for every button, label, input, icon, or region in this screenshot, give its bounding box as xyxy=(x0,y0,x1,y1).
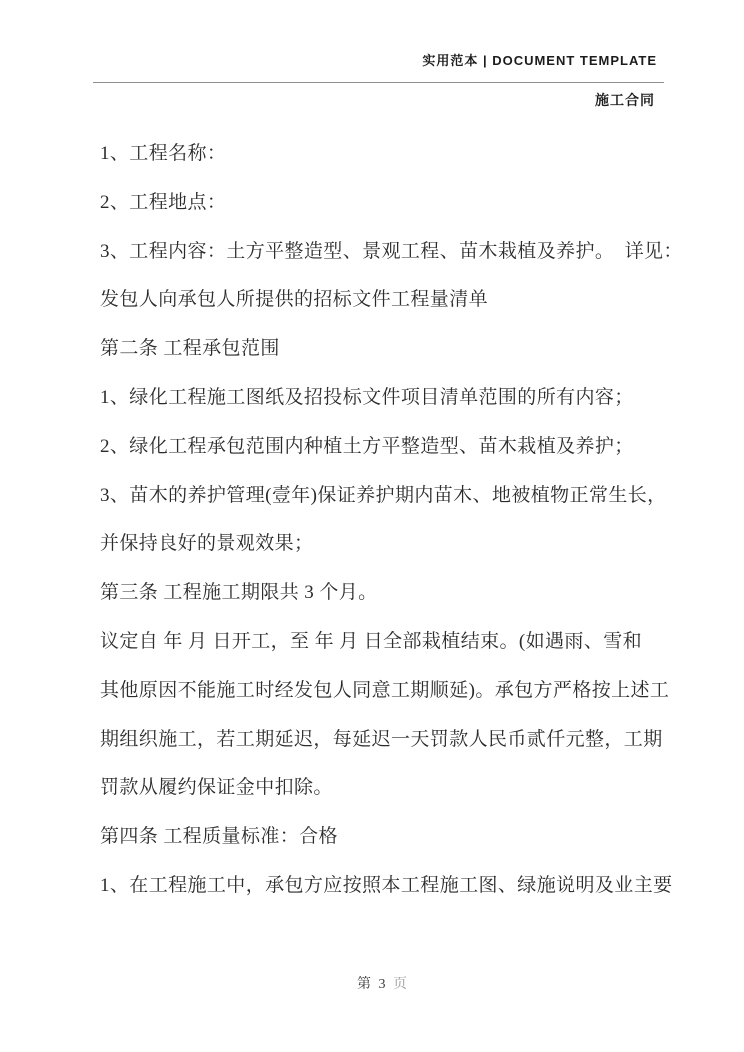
body-line: 罚款从履约保证金中扣除。 xyxy=(100,777,333,799)
page-number-suffix: 页 xyxy=(387,977,409,992)
body-line: 期组织施工，若工期延迟，每延迟一天罚款人民币贰仟元整，工期 xyxy=(100,728,663,750)
body-line: 其他原因不能施工时经发包人同意工期顺延)。承包方严格按上述工 xyxy=(100,679,670,701)
body-line-section-heading: 第三条 工程施工期限共 3 个月。 xyxy=(100,582,378,604)
body-line: 1、工程名称： xyxy=(100,143,227,164)
body-line: 1、在工程施工中，承包方应按照本工程施工图、绿施说明及业主要 xyxy=(100,874,673,896)
page-number-prefix: 第 xyxy=(357,977,379,992)
document-body xyxy=(100,138,683,919)
body-line: 3、苗木的养护管理(壹年)保证养护期内苗木、地被植物正常生长， xyxy=(100,484,667,506)
header-divider-rule xyxy=(93,82,664,83)
body-line: 3、工程内容：土方平整造型、景观工程、苗木栽植及养护。 详见： xyxy=(100,240,683,262)
body-line: 2、工程地点： xyxy=(100,191,227,213)
page-number: 3 xyxy=(378,977,388,992)
body-line-section-heading: 第四条 工程质量标准：合格 xyxy=(100,826,338,848)
body-line-section-heading: 第二条 工程承包范围 xyxy=(100,338,280,360)
page-header xyxy=(93,50,657,70)
body-line: 议定自 年 月 日开工，至 年 月 日全部栽植结束。(如遇雨、雪和 xyxy=(100,630,643,652)
body-line: 并保持良好的景观效果； xyxy=(100,533,314,555)
page-footer xyxy=(0,957,744,1009)
document-title: 施工合同 xyxy=(595,92,655,108)
body-line: 发包人向承包人所提供的招标文件工程量清单 xyxy=(100,289,489,311)
body-line: 1、绿化工程施工图纸及招投标文件项目清单范围的所有内容； xyxy=(100,386,634,408)
brand-header-text: 实用范本 | DOCUMENT TEMPLATE xyxy=(422,53,657,68)
body-line: 2、绿化工程承包范围内种植土方平整造型、苗木栽植及养护； xyxy=(100,435,634,457)
